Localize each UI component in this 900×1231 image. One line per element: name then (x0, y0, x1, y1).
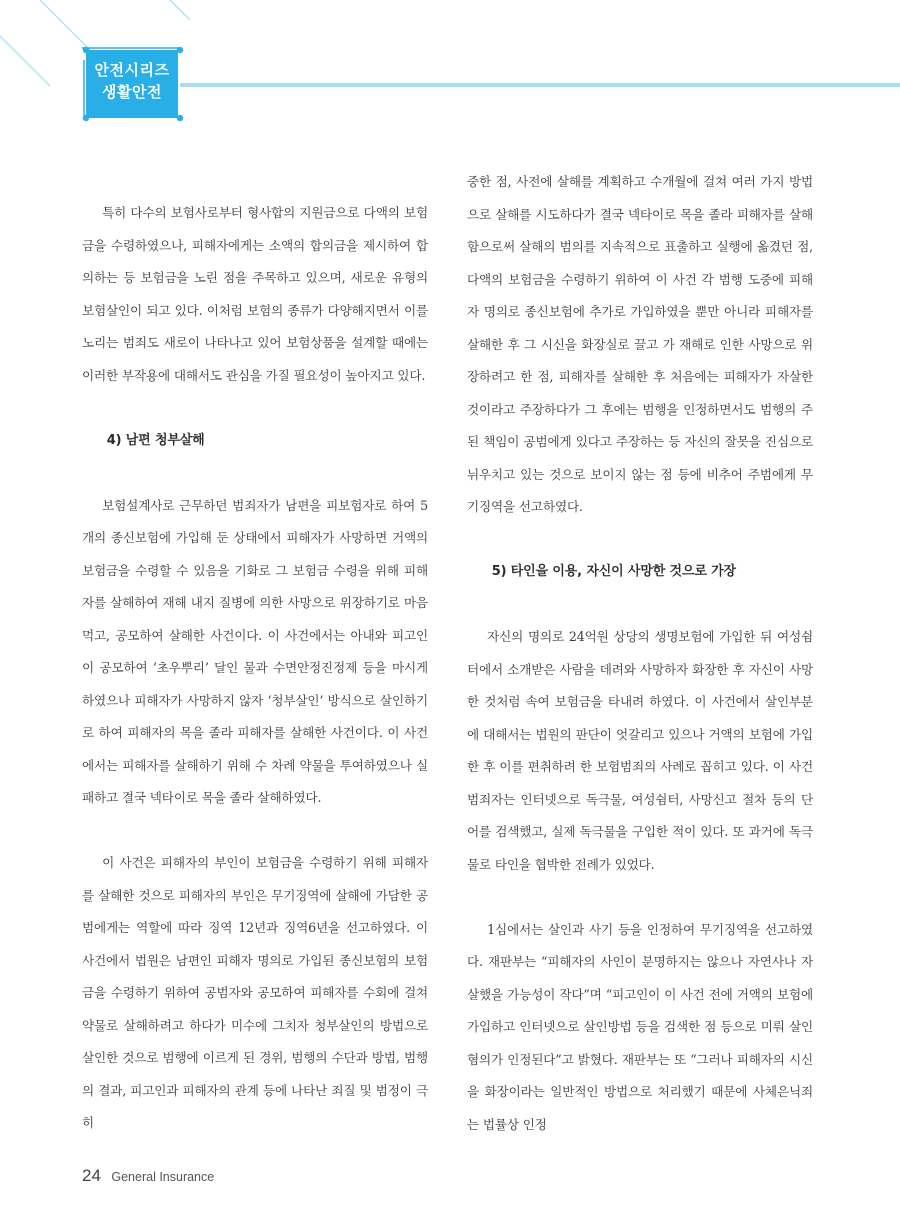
paragraph: 1심에서는 살인과 사기 등을 인정하여 무기징역을 선고하였다. 재판부는 “피해자의 사인이 분명하지는 않으나 자연사나 자살했을 가능성이 작다”며 “피고인이 이 사건 전에 거액의 보험에 가입하고 인터넷으로 살인방법 등을 검색한 점 등으로 미뤄 살인혐의가 인정된다”고 밝혔다. 재판부는 또 “그러나 피해자의 시신을 화장이라는 일반적인 방법으로 처리했기 때문에 사체은닉죄는 법률상 인정 (467, 921, 813, 1132)
paragraph: 특히 다수의 보험사로부터 형사합의 지원금으로 다액의 보험금을 수령하였으나, 피해자에게는 소액의 합의금을 제시하여 합의하는 등 보험금을 노린 점을 주목하고 있으며, 새로운 유형의 보험살인이 되고 있다. 이처럼 보험의 종류가 다양해지면서 이를 노리는 범죄도 새로이 나타나고 있어 보험상품을 설계할 때에는 이러한 부작용에 대해서도 관심을 가질 필요성이 높아지고 있다. (82, 205, 428, 383)
left-column (82, 197, 428, 1140)
paragraph: 중한 점, 사전에 살해를 계획하고 수개월에 걸쳐 여러 가지 방법으로 살해를 시도하다가 결국 넥타이로 목을 졸라 피해자를 살해함으로써 살해의 범의를 지속적으로 표출하고 실행에 옮겼던 점, 다액의 보험금을 수령하기 위하여 이 사건 각 범행 도중에 피해자 명의로 종신보험에 추가로 가입하였을 뿐만 아니라 피해자를 살해한 후 그 시신을 화장실로 끌고 가 재해로 인한 사망으로 위장하려고 한 점, 피해자를 살해한 후 처음에는 피해자가 자살한 것이라고 주장하다가 그 후에는 범행을 인정하면서도 범행의 주된 책임이 공범에게 있다고 주장하는 등 자신의 잘못을 진심으로 뉘우치고 있는 것으로 보이지 않는 점 등에 비추어 주범에게 무기징역을 선고하였다. (467, 174, 813, 514)
series-line-2: 생활안전 (102, 83, 162, 101)
section-heading-5: 5) 타인을 이용, 자신이 사망한 것으로 가장 (491, 564, 736, 579)
series-line-1: 안전시리즈 (94, 61, 170, 79)
section-heading-4: 4) 남편 청부살해 (106, 432, 205, 448)
paragraph: 이 사건은 피해자의 부인이 보험금을 수령하기 위해 피해자를 살해한 것으로 피해자의 부인은 무기징역에 살해에 가담한 공범에게는 역할에 따라 징역 12년과 징역6년을 선고하였다. 이 사건에서 법원은 남편인 피해자 명의로 가입된 종신보험의 보험금을 수령하기 위하여 공범자와 공모하여 피해자를 수회에 걸쳐 약물로 살해하려고 하다가 미수에 그치자 청부살인의 방법으로 살인한 것으로 범행에 이르게 된 경위, 범행의 수단과 방법, 범행의 결과, 피고인과 피해자의 관계 등에 나타난 죄질 및 범정이 극히 (82, 855, 428, 1130)
magazine-name: General Insurance (111, 1170, 215, 1184)
page-number: 24 (82, 1166, 101, 1185)
series-badge (86, 50, 178, 118)
paragraph: 보험설계사로 근무하던 범죄자가 남편을 피보험자로 하여 5개의 종신보험에 가입해 둔 상태에서 피해자가 사망하면 거액의 보험금을 수령할 수 있음을 기화로 그 보험금 수령을 위해 피해자를 살해하여 재해 내지 질병에 의한 사망으로 위장하기로 마음먹고, 공모하여 살해한 사건이다. 이 사건에서는 아내와 피고인이 공모하여 ‘초우뿌리’ 달인 물과 수면안정진정제 등을 마시게 하였으나 피해자가 사망하지 않자 ‘청부살인’ 방식으로 살인하기로 하여 피해자의 목을 졸라 피해자를 살해한 사건이다. 이 사건에서는 피해자를 살해하기 위해 수 차례 약물을 투여하였으나 실패하고 결국 넥타이로 목을 졸라 살해하였다. (82, 497, 428, 805)
page-footer (82, 1166, 214, 1186)
paragraph: 자신의 명의로 24억원 상당의 생명보험에 가입한 뒤 여성쉼터에서 소개받은 사람을 데려와 사망하자 화장한 후 자신이 사망한 것처럼 속여 보험금을 타내려 하였다. 이 사건에서 살인부분에 대해서는 법원의 판단이 엇갈리고 있으나 거액의 보험에 가입한 후 이를 편취하려 한 보험범죄의 사례로 꼽히고 있다. 이 사건 범죄자는 인터넷으로 독극물, 여성쉼터, 사망신고 절차 등의 단어를 검색했고, 실제 독극물을 구입한 적이 있다. 또 과거에 독극물로 타인을 협박한 전례가 있었다. (467, 629, 813, 872)
right-column (467, 166, 813, 1141)
